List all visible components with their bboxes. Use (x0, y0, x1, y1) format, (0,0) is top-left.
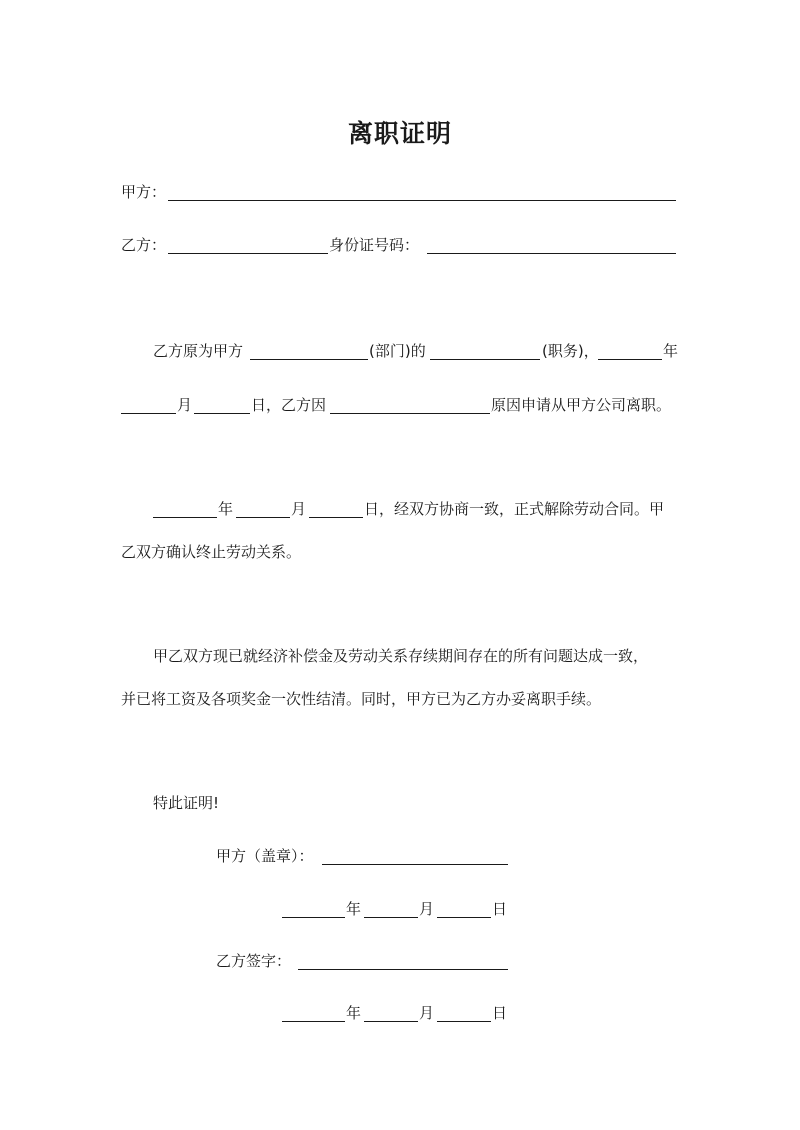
party-a-seal-blank[interactable] (322, 864, 508, 865)
termination-year-blank[interactable] (153, 517, 217, 518)
party-b-day-blank[interactable] (437, 1021, 491, 1022)
para1-resign-text: 原因申请从甲方公司离职。 (491, 396, 672, 414)
party-a-day-blank[interactable] (437, 917, 491, 918)
closing-text: 特此证明! (153, 794, 220, 812)
party-b-sign-label: 乙方签字： (216, 952, 292, 970)
para1-position-text: (职务)， (542, 342, 599, 360)
para2-line2: 乙双方确认终止劳动关系。 (121, 543, 302, 561)
para1-department-text: (部门)的 (369, 342, 426, 360)
party-a-day-text: 日 (492, 900, 508, 918)
party-a-month-blank[interactable] (364, 917, 418, 918)
party-b-blank[interactable] (168, 253, 328, 254)
para1-month-text: 月 (177, 396, 193, 414)
id-number-blank[interactable] (427, 253, 676, 254)
party-b-year-text: 年 (346, 1004, 362, 1022)
para3-line2: 并已将工资及各项奖金一次性结清。同时，甲方已为乙方办妥离职手续。 (121, 690, 602, 708)
para1-reason-text: 日，乙方因 (251, 396, 327, 414)
para1-year-text: 年 (663, 342, 679, 360)
party-b-label: 乙方： (121, 236, 167, 254)
para2-month-text: 月 (291, 500, 307, 518)
para1-original-text: 乙方原为甲方 (153, 342, 244, 360)
party-a-blank[interactable] (168, 200, 676, 201)
party-a-year-blank[interactable] (282, 917, 345, 918)
termination-day-blank[interactable] (309, 517, 363, 518)
party-a-label: 甲方： (121, 183, 167, 201)
para2-year-text: 年 (218, 500, 234, 518)
party-a-year-text: 年 (346, 900, 362, 918)
party-b-month-blank[interactable] (364, 1021, 418, 1022)
para2-day-text: 日，经双方协商一致，正式解除劳动合同。甲 (364, 500, 665, 518)
position-blank[interactable] (430, 359, 540, 360)
join-month-blank[interactable] (121, 413, 176, 414)
department-blank[interactable] (250, 359, 368, 360)
join-year-blank[interactable] (598, 359, 662, 360)
party-b-year-blank[interactable] (282, 1021, 345, 1022)
termination-month-blank[interactable] (236, 517, 290, 518)
party-b-month-text: 月 (419, 1004, 435, 1022)
reason-blank[interactable] (330, 413, 490, 414)
join-day-blank[interactable] (194, 413, 250, 414)
id-number-label: 身份证号码： (329, 236, 420, 254)
document-title: 离职证明 (347, 119, 452, 148)
party-b-day-text: 日 (492, 1004, 508, 1022)
party-a-seal-label: 甲方（盖章）： (216, 847, 314, 865)
para3-line1: 甲乙双方现已就经济补偿金及劳动关系存续期间存在的所有问题达成一致， (153, 647, 649, 665)
party-a-month-text: 月 (419, 900, 435, 918)
party-b-sign-blank[interactable] (298, 969, 508, 970)
